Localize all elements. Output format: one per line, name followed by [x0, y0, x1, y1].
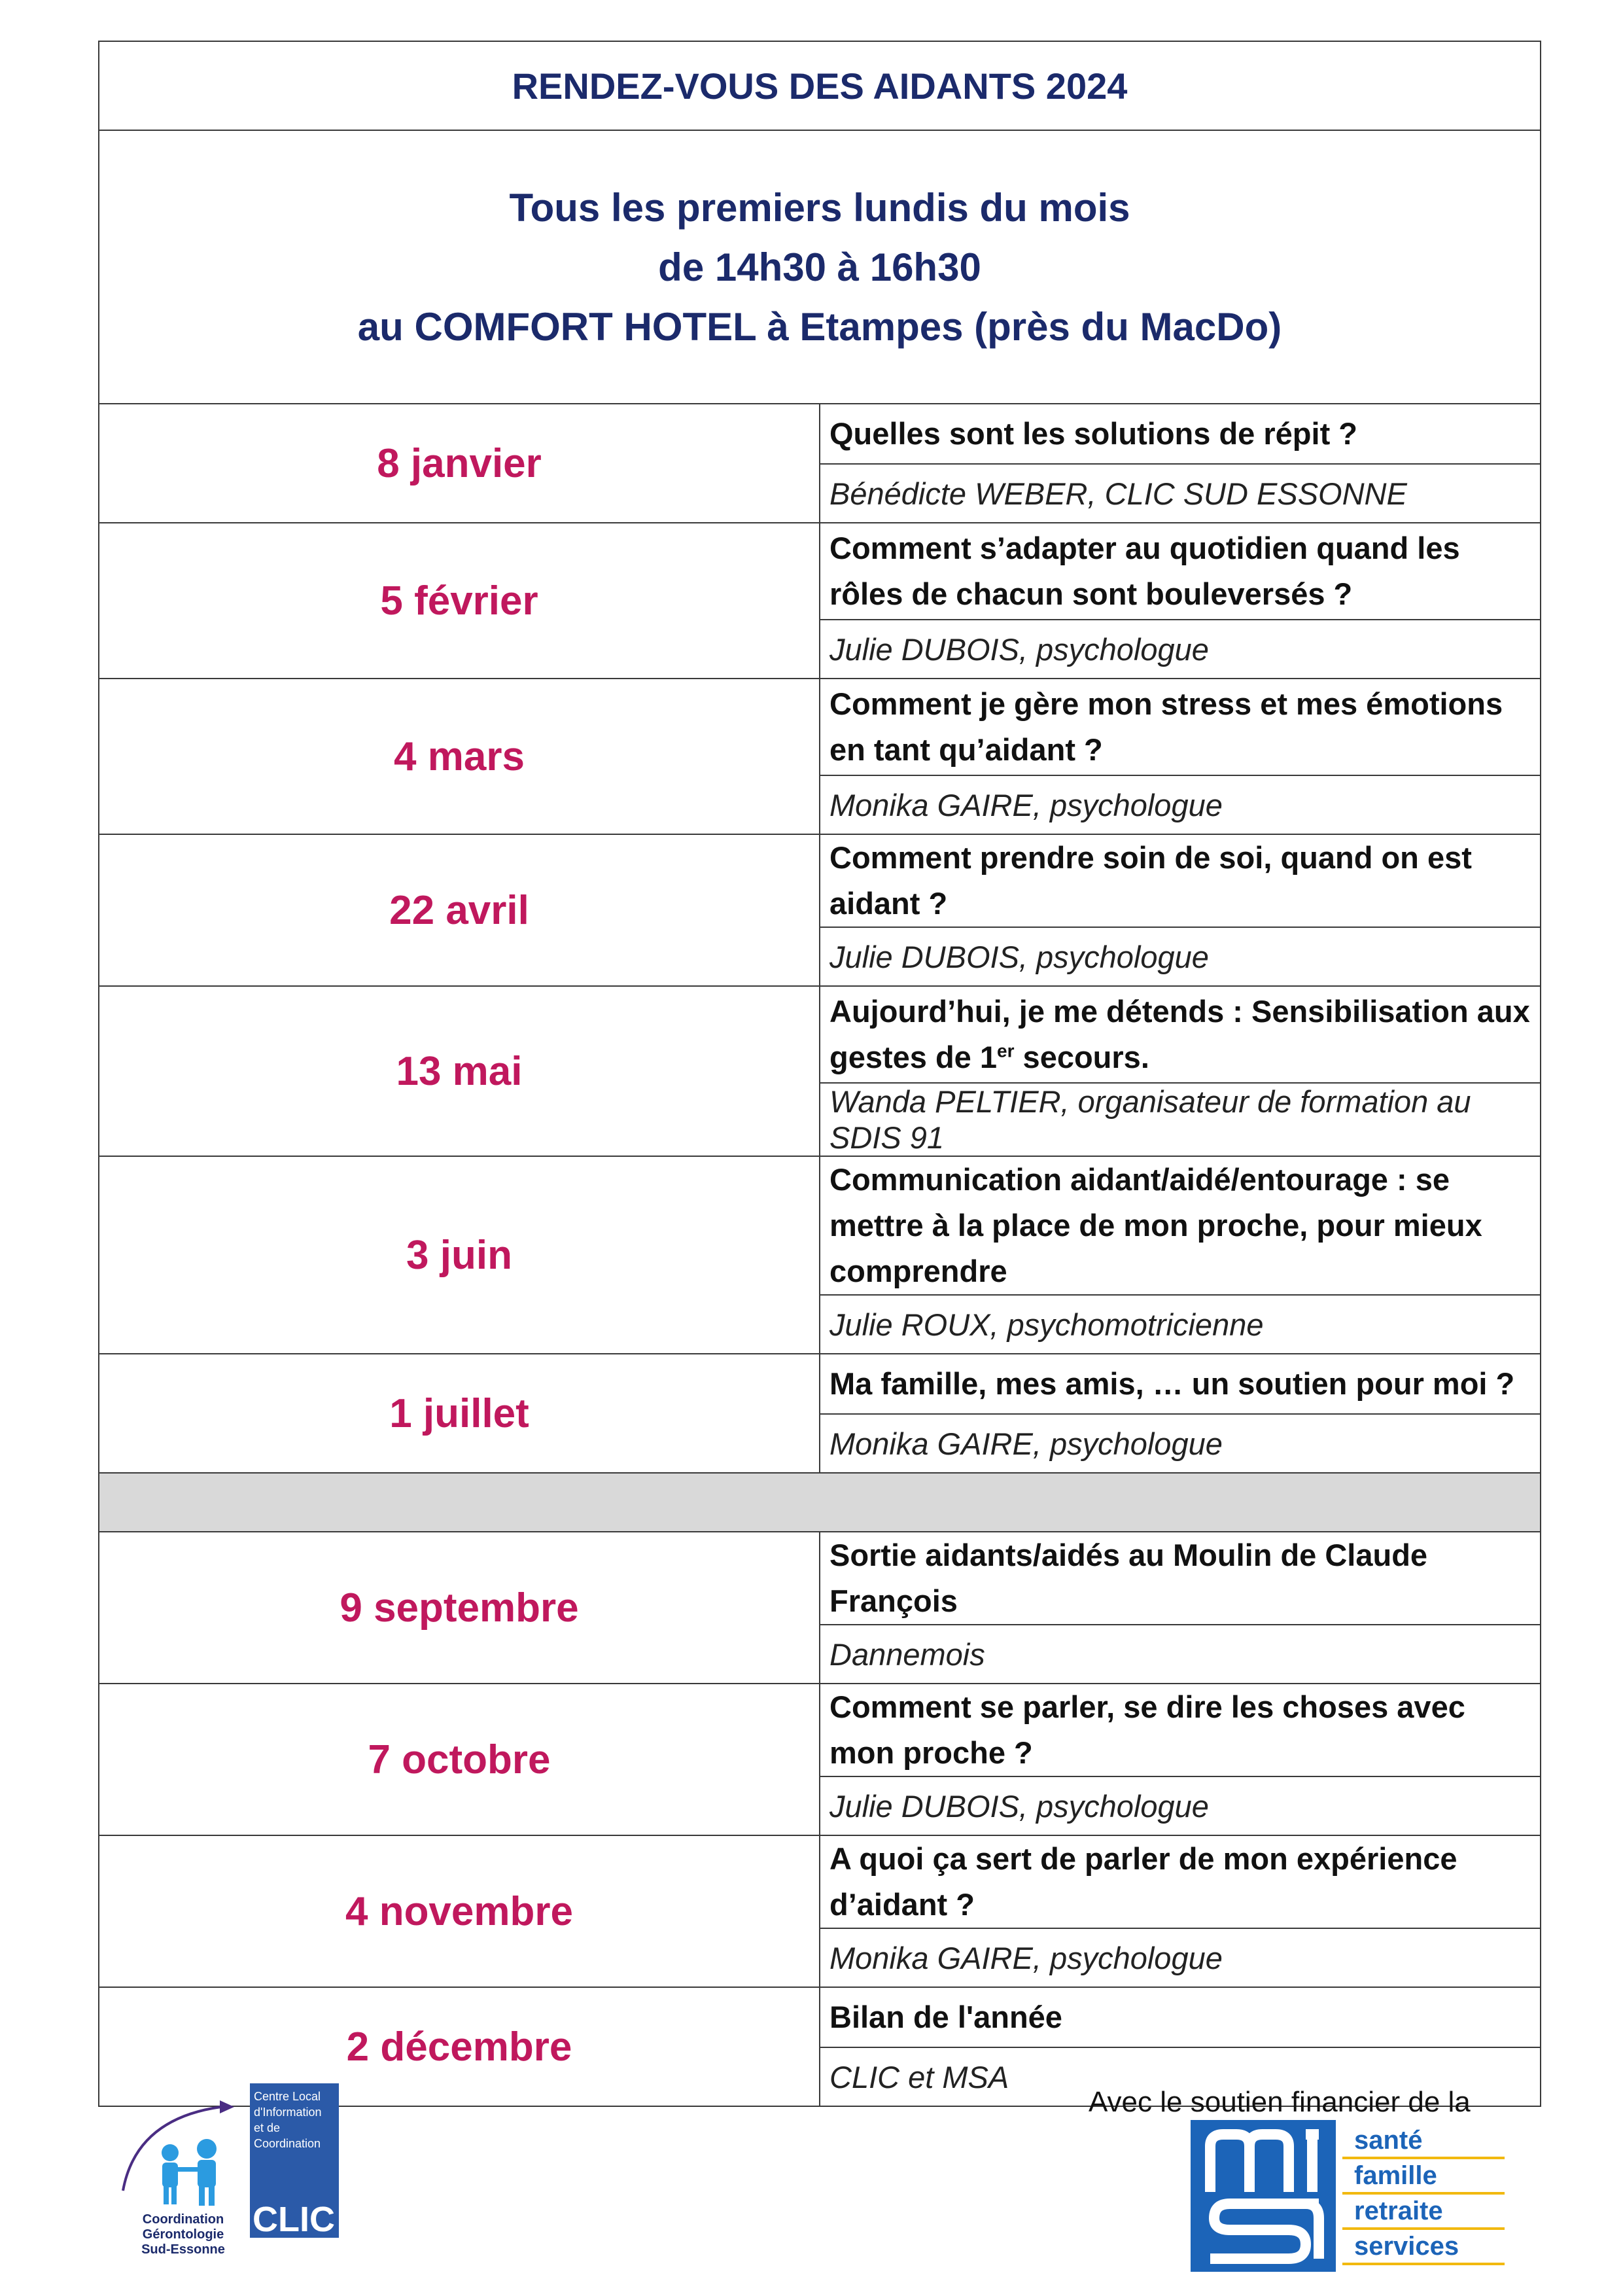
session-date: 3 juin — [99, 1156, 820, 1354]
session-date: 4 novembre — [99, 1835, 820, 1987]
session-row — [99, 1354, 1541, 1414]
clic-caption-3: Sud-Essonne — [141, 2242, 225, 2256]
summer-break-separator — [99, 1473, 1541, 1532]
session-row — [99, 523, 1541, 620]
session-speaker: Julie DUBOIS, psychologue — [820, 1776, 1541, 1835]
session-speaker: Wanda PELTIER, organisateur de formation au SDIS 91 — [820, 1083, 1541, 1156]
msa-word-2: famille — [1354, 2161, 1437, 2190]
session-topic: A quoi ça sert de parler de mon expérience d’aidant ? — [820, 1835, 1541, 1928]
intro-line-2: de 14h30 à 16h30 — [658, 245, 981, 289]
intro-block — [99, 130, 1541, 404]
session-topic: Comment je gère mon stress et mes émotions en tant qu’aidant ? — [820, 679, 1541, 775]
session-row — [99, 986, 1541, 1083]
intro-line-3: au COMFORT HOTEL à Etampes (près du MacDo) — [357, 304, 1282, 349]
title-row — [99, 41, 1541, 130]
session-speaker: Julie DUBOIS, psychologue — [820, 927, 1541, 986]
session-speaker: Julie ROUX, psychomotricienne — [820, 1295, 1541, 1354]
session-date: 2 décembre — [99, 1987, 820, 2106]
clic-caption-1: Coordination — [142, 2212, 224, 2227]
session-topic: Communication aidant/aidé/entourage : se mettre à la place de mon proche, pour mieux comprendre — [820, 1156, 1541, 1295]
session-topic: Comment prendre soin de soi, quand on est aidant ? — [820, 834, 1541, 927]
schedule-table — [98, 41, 1541, 2107]
session-date: 4 mars — [99, 679, 820, 834]
session-date: 5 février — [99, 523, 820, 679]
session-date: 7 octobre — [99, 1684, 820, 1835]
session-row — [99, 1987, 1541, 2047]
session-topic: Comment s’adapter au quotidien quand les rôles de chacun sont bouleversés ? — [820, 523, 1541, 620]
people-icon — [162, 2139, 217, 2206]
session-row — [99, 834, 1541, 927]
topic-text: Aujourd’hui, je me détends : Sensibilisation aux gestes de 1 — [829, 994, 1530, 1074]
financial-support-text: Avec le soutien financier de la — [1089, 2086, 1471, 2118]
session-date: 8 janvier — [99, 404, 820, 523]
topic-text-end: secours. — [1014, 1040, 1149, 1074]
session-speaker: Dannemois — [820, 1625, 1541, 1684]
session-date: 22 avril — [99, 834, 820, 986]
session-speaker: Julie DUBOIS, psychologue — [820, 620, 1541, 679]
msa-word-1: santé — [1354, 2126, 1423, 2155]
clic-side-text-1: Centre Local — [254, 2090, 321, 2103]
session-row — [99, 1156, 1541, 1295]
clic-side-text-4: Coordination — [254, 2137, 321, 2150]
session-speaker: Bénédicte WEBER, CLIC SUD ESSONNE — [820, 464, 1541, 523]
session-speaker: Monika GAIRE, psychologue — [820, 775, 1541, 834]
session-speaker: CLIC et MSA — [820, 2047, 1541, 2106]
session-row — [99, 404, 1541, 464]
clic-acronym: CLIC — [253, 2200, 335, 2239]
session-row — [99, 1684, 1541, 1776]
session-row — [99, 679, 1541, 775]
msa-logo — [1191, 2120, 1505, 2272]
summer-break-row — [99, 1473, 1541, 1532]
session-topic: Comment se parler, se dire les choses avec mon proche ? — [820, 1684, 1541, 1776]
session-row — [99, 1835, 1541, 1928]
clic-side-text-2: d'Information — [254, 2106, 322, 2119]
ordinal-suffix: er — [997, 1040, 1015, 1061]
msa-word-4: services — [1354, 2232, 1459, 2261]
session-topic: Quelles sont les solutions de répit ? — [820, 404, 1541, 464]
session-date: 13 mai — [99, 986, 820, 1156]
session-speaker: Monika GAIRE, psychologue — [820, 1414, 1541, 1473]
page-title: RENDEZ-VOUS DES AIDANTS 2024 — [99, 41, 1541, 130]
session-row — [99, 1532, 1541, 1625]
clic-logo — [110, 2079, 345, 2256]
session-date: 9 septembre — [99, 1532, 820, 1684]
msa-word-3: retraite — [1354, 2197, 1443, 2225]
session-topic: Sortie aidants/aidés au Moulin de Claude François — [820, 1532, 1541, 1625]
session-speaker: Monika GAIRE, psychologue — [820, 1928, 1541, 1987]
session-topic: Ma famille, mes amis, … un soutien pour moi ? — [820, 1354, 1541, 1414]
clic-side-text-3: et de — [254, 2121, 281, 2134]
session-date: 1 juillet — [99, 1354, 820, 1473]
intro-row — [99, 130, 1541, 404]
clic-caption-2: Gérontologie — [142, 2227, 224, 2242]
arrow-icon — [220, 2100, 234, 2113]
intro-line-1: Tous les premiers lundis du mois — [509, 185, 1130, 230]
session-topic — [820, 986, 1541, 1083]
session-topic: Bilan de l'année — [820, 1987, 1541, 2047]
